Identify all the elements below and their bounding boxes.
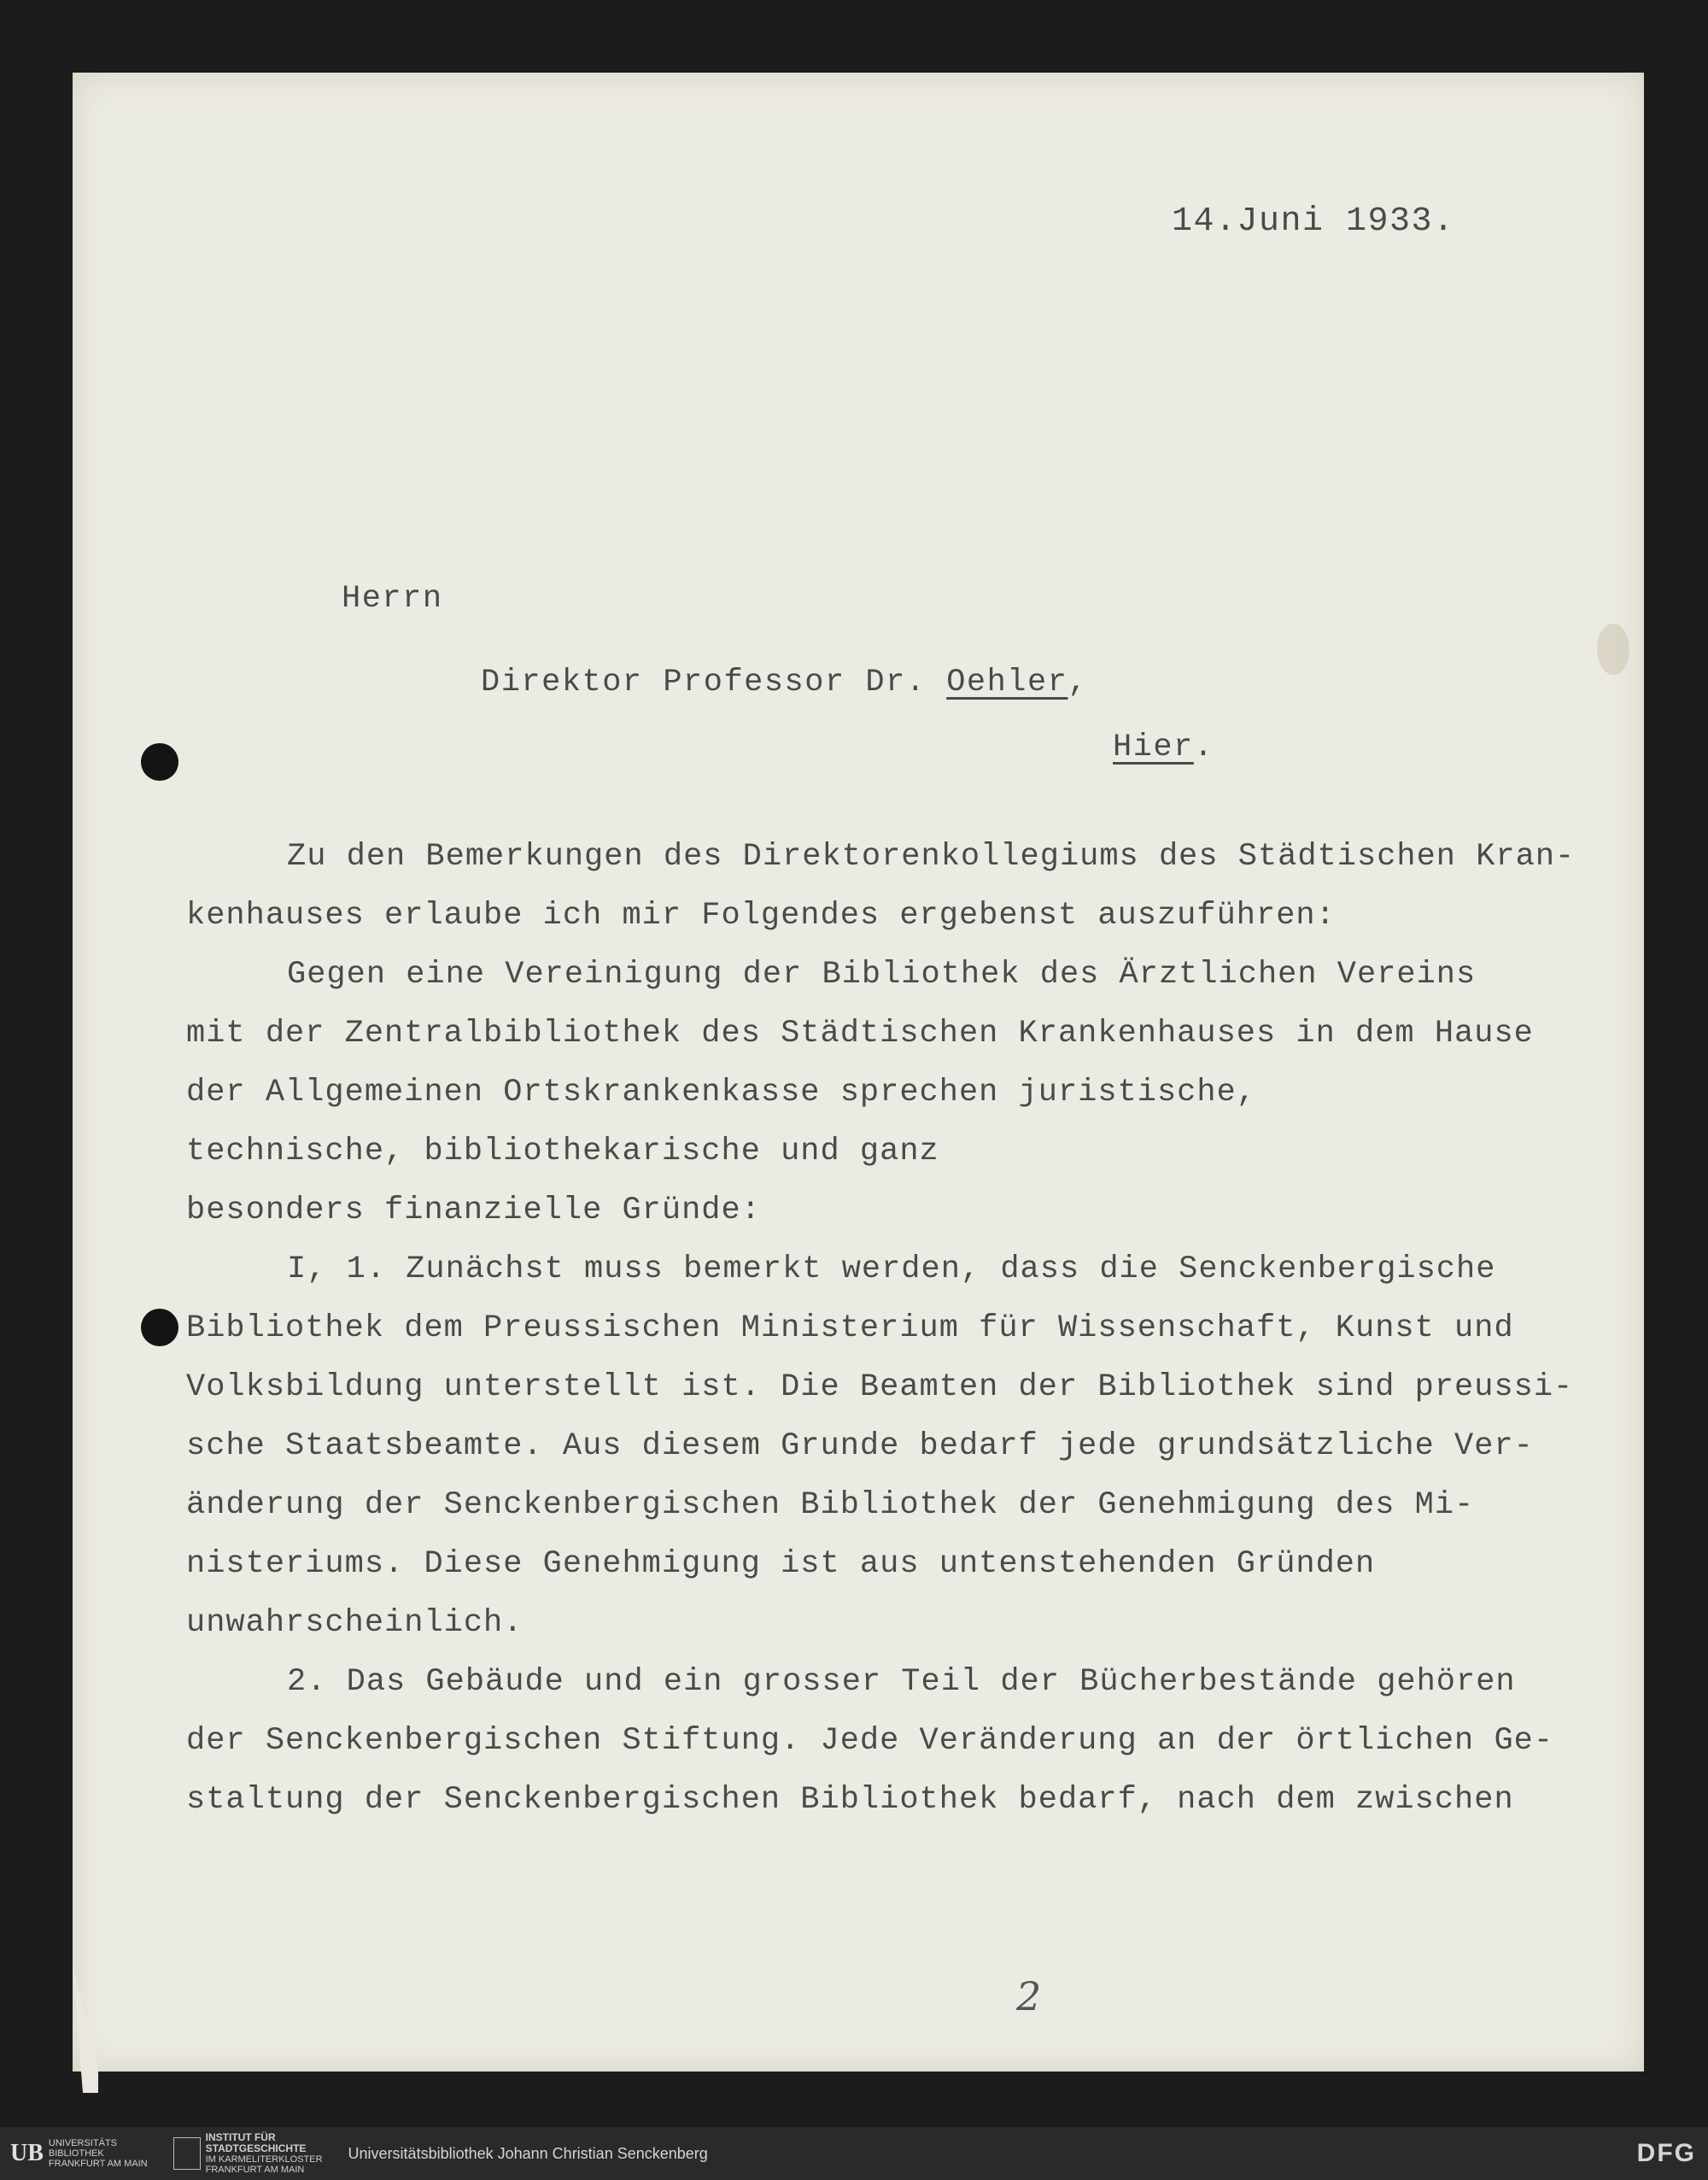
letter-date: 14.Juni 1933. (1172, 202, 1455, 241)
body-line: Volksbildung unterstellt ist. Die Beamten der Bibliothek sind preussi- (186, 1369, 1574, 1405)
recipient-name: Oehler (946, 665, 1068, 700)
location: Hier (1113, 730, 1194, 765)
inst-line: STADTGESCHICHTE (205, 2142, 307, 2154)
recipient-line (481, 665, 1088, 700)
footer-title: Universitätsbibliothek Johann Christian Senckenberg (348, 2144, 708, 2162)
body-line: Zu den Bemerkungen des Direktorenkollegiums des Städtischen Kran- (287, 839, 1576, 875)
institut-logo (173, 2132, 323, 2175)
inst-line: IM KARMELITERKLOSTER (205, 2154, 323, 2165)
body-line: nisteriums. Diese Genehmigung ist aus untenstehenden Gründen (186, 1546, 1376, 1582)
recipient-prefix: Direktor Professor Dr. (481, 665, 947, 700)
body-line: staltung der Senckenbergischen Bibliothek bedarf, nach dem zwischen (186, 1782, 1514, 1818)
handwritten-page-number: 2 (1016, 1973, 1042, 2019)
body-line: unwahrscheinlich. (186, 1605, 524, 1641)
archive-footer (0, 2127, 1708, 2180)
punch-hole-top (141, 743, 178, 781)
ub-logo (10, 2138, 148, 2169)
recipient-suffix: , (1068, 665, 1089, 700)
inst-line: INSTITUT FÜR (205, 2131, 276, 2143)
punch-hole-bottom (141, 1309, 178, 1346)
ub-line: UNIVERSITÄTS (48, 2138, 117, 2148)
paper-stain (1597, 624, 1629, 675)
letter-body (186, 839, 1578, 1841)
body-line: sche Staatsbeamte. Aus diesem Grunde bedarf jede grundsätzliche Ver- (186, 1428, 1534, 1464)
institut-emblem-icon (173, 2137, 201, 2170)
location-line (1113, 730, 1214, 765)
body-line: I, 1. Zunächst muss bemerkt werden, dass die Senckenbergische (287, 1251, 1496, 1287)
body-line: der Senckenbergischen Stiftung. Jede Veränderung an der örtlichen Ge- (186, 1723, 1554, 1759)
inst-line: FRANKFURT AM MAIN (205, 2165, 305, 2175)
body-line: Bibliothek dem Preussischen Ministerium für Wissenschaft, Kunst und (186, 1310, 1514, 1346)
body-line: besonders finanzielle Gründe: (186, 1193, 761, 1228)
dfg-logo: DFG (1636, 2139, 1696, 2167)
body-line: mit der Zentralbibliothek des Städtischen Krankenhauses in dem Hause (186, 1016, 1534, 1052)
ub-line: BIBLIOTHEK (48, 2148, 104, 2159)
body-line: technische, bibliothekarische und ganz (186, 1134, 939, 1169)
location-suffix: . (1193, 730, 1214, 765)
body-line: 2. Das Gebäude und ein grosser Teil der Bücherbestände gehören (287, 1664, 1516, 1700)
salutation: Herrn (342, 581, 443, 617)
institut-logo-text (206, 2132, 323, 2175)
body-line: der Allgemeinen Ortskrankenkasse sprechen juristische, (186, 1075, 1256, 1111)
body-line: Gegen eine Vereinigung der Bibliothek des Ärztlichen Vereins (287, 957, 1477, 993)
ub-mark: UB (10, 2140, 44, 2166)
ub-logo-text (49, 2138, 148, 2169)
body-line: kenhauses erlaube ich mir Folgendes ergebenst auszuführen: (186, 898, 1336, 934)
body-line: änderung der Senckenbergischen Bibliothek der Genehmigung des Mi- (186, 1487, 1475, 1523)
ub-line: FRANKFURT AM MAIN (48, 2159, 148, 2169)
